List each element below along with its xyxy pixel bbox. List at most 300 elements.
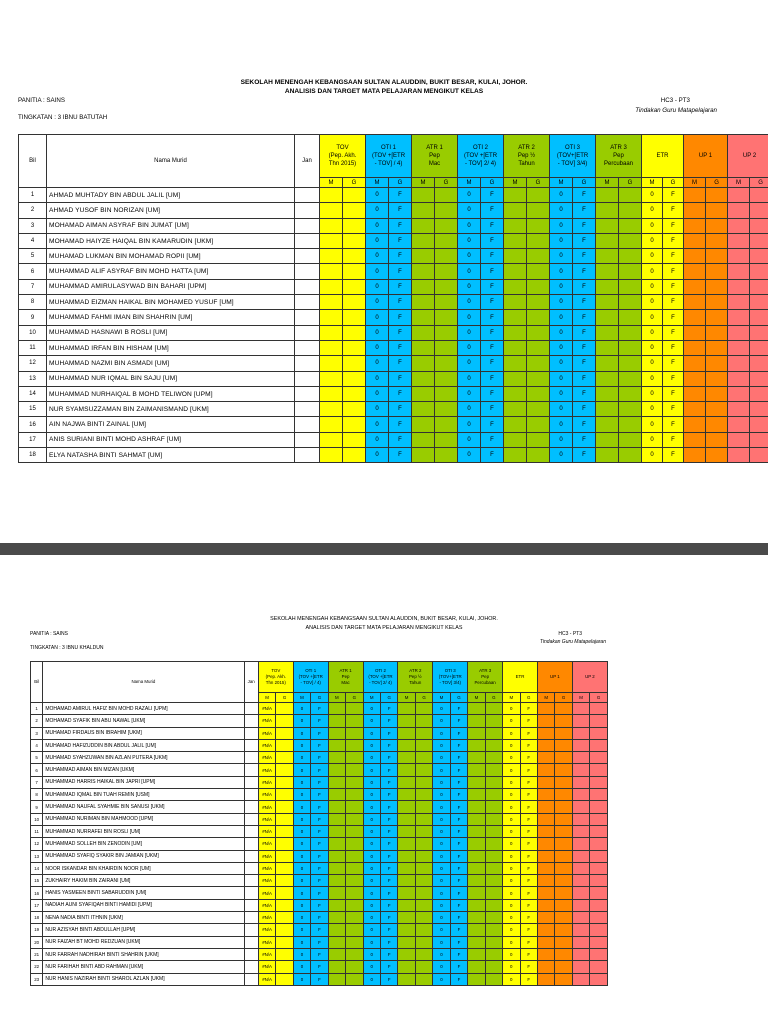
row-jan (295, 448, 320, 463)
atr3-m (468, 948, 485, 960)
atr1-g (346, 813, 363, 825)
up1-g (555, 838, 572, 850)
atr1-g (435, 218, 458, 233)
atr1-g (346, 752, 363, 764)
header-sub-m: M (293, 693, 310, 703)
tov-m (320, 386, 343, 401)
atr3-m (468, 887, 485, 899)
tov-m: #N/A (258, 912, 275, 924)
atr2-m (398, 825, 415, 837)
oti3-g: F (573, 203, 596, 218)
student-name: AHMAD YUSOF BIN NORIZAN [UM] (47, 203, 295, 218)
atr2-g (415, 924, 432, 936)
atr1-g (346, 776, 363, 788)
etr-g: F (663, 233, 684, 248)
etr-g: F (520, 912, 537, 924)
student-name: AHMAD MUHTADY BIN ABDUL JALIL [UM] (47, 188, 295, 203)
oti2-m: 0 (363, 739, 380, 751)
up2-m (572, 703, 589, 715)
oti2-g: F (380, 899, 397, 911)
up2-m (572, 739, 589, 751)
oti3-m: 0 (550, 295, 573, 310)
etr-g: F (663, 448, 684, 463)
atr2-m (398, 924, 415, 936)
table-row (19, 203, 768, 218)
header-sub-g: G (590, 693, 608, 703)
oti3-g: F (450, 739, 467, 751)
header-tov (320, 135, 366, 178)
oti3-m: 0 (550, 264, 573, 279)
table-row (31, 727, 608, 739)
row-bil: 16 (31, 887, 43, 899)
atr2-g (527, 325, 550, 340)
etr-m: 0 (503, 739, 520, 751)
header-sub-m: M (728, 178, 750, 188)
tov-g (343, 203, 366, 218)
up1-m (537, 924, 554, 936)
row-jan (295, 233, 320, 248)
atr2-m (398, 875, 415, 887)
row-jan (295, 264, 320, 279)
etr-m: 0 (642, 218, 663, 233)
analysis-table-2 (30, 661, 608, 986)
table-row (31, 936, 608, 948)
oti3-g: F (450, 912, 467, 924)
atr1-m (328, 739, 345, 751)
atr2-m (504, 356, 527, 371)
tov-m: #N/A (258, 739, 275, 751)
atr2-g (527, 264, 550, 279)
oti2-g: F (380, 739, 397, 751)
oti3-m: 0 (433, 825, 450, 837)
atr2-g (527, 203, 550, 218)
oti2-m: 0 (363, 764, 380, 776)
oti1-m: 0 (366, 233, 389, 248)
tingkatan-label: TINGKATAN : 3 IBNU KHALDUN (30, 645, 104, 651)
student-name: MOHAMAD SYAFIK BIN ABU NAWAL [UKM] (43, 715, 244, 727)
oti1-m: 0 (293, 838, 310, 850)
oti3-g: F (573, 218, 596, 233)
oti1-m: 0 (366, 310, 389, 325)
row-bil: 10 (31, 813, 43, 825)
oti1-m: 0 (366, 295, 389, 310)
row-jan (244, 948, 258, 960)
etr-g: F (520, 948, 537, 960)
row-bil: 3 (31, 727, 43, 739)
oti2-g: F (380, 703, 397, 715)
etr-g: F (520, 801, 537, 813)
header-atr1-line: Pep (341, 674, 350, 680)
atr3-m (468, 912, 485, 924)
oti2-m: 0 (458, 340, 481, 355)
oti3-m: 0 (550, 340, 573, 355)
etr-g: F (663, 295, 684, 310)
oti1-g: F (311, 727, 328, 739)
student-name: ZUKHAIRY HAKIM BIN ZAIRANI [UM] (43, 875, 244, 887)
oti2-g: F (380, 825, 397, 837)
header-sub-m: M (642, 178, 663, 188)
oti2-m: 0 (458, 386, 481, 401)
oti3-g: F (450, 727, 467, 739)
oti2-m: 0 (363, 973, 380, 985)
tov-g (276, 752, 293, 764)
student-name: MOHAMAD AMIRUL HAFIZ BIN MOHD RAZALI [UPM] (43, 703, 244, 715)
atr1-m (328, 899, 345, 911)
header-sub-m: M (503, 693, 520, 703)
oti3-m: 0 (550, 310, 573, 325)
etr-g: F (663, 188, 684, 203)
oti1-m: 0 (366, 432, 389, 447)
up1-g (706, 432, 728, 447)
up2-m (572, 776, 589, 788)
student-name: MUHAMMAD NURIMAN BIN MAHMOOD [UPM] (43, 813, 244, 825)
atr2-g (527, 356, 550, 371)
oti1-m: 0 (293, 936, 310, 948)
oti1-m: 0 (293, 912, 310, 924)
tov-g (343, 432, 366, 447)
etr-m: 0 (503, 703, 520, 715)
row-jan (244, 703, 258, 715)
up1-m (537, 936, 554, 948)
etr-g: F (663, 264, 684, 279)
etr-m: 0 (642, 295, 663, 310)
row-bil: 7 (19, 279, 47, 294)
oti3-m: 0 (433, 875, 450, 887)
header-atr2-line: Pep ½ (409, 674, 422, 680)
oti3-g: F (573, 417, 596, 432)
atr3-g (485, 739, 502, 751)
up2-m (572, 912, 589, 924)
atr1-m (328, 973, 345, 985)
header-oti3-line: (TOV+[ETR (556, 152, 589, 159)
up2-g (590, 961, 608, 973)
row-jan (244, 973, 258, 985)
header-oti3 (433, 662, 468, 693)
up2-g (750, 432, 768, 447)
atr3-g (485, 752, 502, 764)
atr1-g (346, 948, 363, 960)
up1-g (555, 789, 572, 801)
atr3-g (485, 764, 502, 776)
row-bil: 22 (31, 961, 43, 973)
header-atr2 (504, 135, 550, 178)
tov-m (320, 325, 343, 340)
header-oti1 (293, 662, 328, 693)
oti2-m: 0 (458, 402, 481, 417)
atr2-m (398, 739, 415, 751)
atr2-g (415, 789, 432, 801)
atr3-g (619, 233, 642, 248)
oti2-m: 0 (363, 813, 380, 825)
atr3-m (468, 739, 485, 751)
up1-g (555, 739, 572, 751)
oti3-g: F (450, 973, 467, 985)
oti3-g: F (573, 279, 596, 294)
up1-m (684, 432, 706, 447)
atr2-g (415, 801, 432, 813)
oti1-g: F (389, 448, 412, 463)
up1-g (706, 249, 728, 264)
atr1-m (412, 218, 435, 233)
up2-m (572, 838, 589, 850)
oti1-m: 0 (293, 899, 310, 911)
etr-m: 0 (503, 825, 520, 837)
up2-m (572, 727, 589, 739)
tov-m: #N/A (258, 752, 275, 764)
header-atr1 (412, 135, 458, 178)
oti2-m: 0 (363, 776, 380, 788)
oti3-g: F (450, 825, 467, 837)
etr-g: F (520, 850, 537, 862)
tov-m: #N/A (258, 924, 275, 936)
up1-g (706, 279, 728, 294)
etr-m: 0 (503, 752, 520, 764)
report-subtitle: ANALISIS DAN TARGET MATA PELAJARAN MENGIKUT KELAS (305, 625, 463, 631)
row-bil: 6 (19, 264, 47, 279)
atr3-g (619, 448, 642, 463)
oti3-g: F (573, 432, 596, 447)
header-sub-m: M (684, 178, 706, 188)
etr-g: F (520, 752, 537, 764)
row-jan (244, 776, 258, 788)
up2-g (590, 899, 608, 911)
row-bil: 1 (19, 188, 47, 203)
oti1-m: 0 (293, 961, 310, 973)
row-jan (295, 325, 320, 340)
header-etr: ETR (642, 135, 684, 178)
header-atr1-line: Mac (428, 161, 441, 168)
atr3-m (596, 417, 619, 432)
oti3-m: 0 (433, 776, 450, 788)
table-row (31, 752, 608, 764)
header-atr3 (596, 135, 642, 178)
atr3-m (596, 233, 619, 248)
atr1-m (328, 912, 345, 924)
etr-g: F (663, 356, 684, 371)
atr3-g (485, 899, 502, 911)
row-jan (244, 752, 258, 764)
row-jan (295, 295, 320, 310)
atr3-g (485, 789, 502, 801)
atr2-m (504, 386, 527, 401)
oti1-g: F (389, 325, 412, 340)
etr-g: F (663, 218, 684, 233)
atr1-g (435, 386, 458, 401)
oti2-g: F (481, 188, 504, 203)
up1-m (684, 356, 706, 371)
oti1-g: F (311, 862, 328, 874)
tov-g (276, 887, 293, 899)
atr1-m (412, 188, 435, 203)
oti2-m: 0 (458, 325, 481, 340)
student-name: NUR FAIZAH BT MOHD REDZUAN [UKM] (43, 936, 244, 948)
oti3-g: F (573, 310, 596, 325)
atr2-m (504, 249, 527, 264)
oti3-g: F (573, 371, 596, 386)
oti3-g: F (573, 295, 596, 310)
oti1-m: 0 (366, 188, 389, 203)
oti2-g: F (380, 961, 397, 973)
up1-g (555, 875, 572, 887)
report-subtitle: ANALISIS DAN TARGET MATA PELAJARAN MENGIKUT KELAS (284, 88, 484, 95)
etr-g: F (520, 789, 537, 801)
header-sub-g: G (311, 693, 328, 703)
tov-g (276, 912, 293, 924)
etr-m: 0 (642, 310, 663, 325)
up1-g (555, 973, 572, 985)
up2-g (750, 279, 768, 294)
atr3-g (619, 310, 642, 325)
row-bil: 3 (19, 218, 47, 233)
up2-m (728, 249, 750, 264)
atr2-m (398, 961, 415, 973)
oti2-m: 0 (458, 448, 481, 463)
table-row (19, 340, 768, 355)
atr3-m (468, 813, 485, 825)
atr3-g (619, 249, 642, 264)
oti1-g: F (389, 310, 412, 325)
tov-g (343, 249, 366, 264)
atr3-m (468, 838, 485, 850)
analysis-table-1 (18, 134, 768, 463)
up2-g (750, 386, 768, 401)
etr-g: F (520, 862, 537, 874)
header-sub-g: G (389, 178, 412, 188)
atr2-m (398, 727, 415, 739)
tov-g (276, 838, 293, 850)
etr-m: 0 (642, 325, 663, 340)
up2-m (728, 279, 750, 294)
atr1-m (328, 924, 345, 936)
header-sub-g: G (380, 693, 397, 703)
header-sub-m: M (258, 693, 275, 703)
atr2-g (415, 887, 432, 899)
etr-m: 0 (503, 813, 520, 825)
up2-g (590, 739, 608, 751)
etr-m: 0 (503, 948, 520, 960)
header-oti1-line: - TOV] / 4) (374, 161, 403, 168)
oti2-g: F (380, 838, 397, 850)
oti2-g: F (481, 448, 504, 463)
up1-m (684, 295, 706, 310)
atr2-m (398, 813, 415, 825)
atr3-g (619, 295, 642, 310)
atr3-m (468, 825, 485, 837)
atr3-g (619, 279, 642, 294)
up2-m (728, 203, 750, 218)
atr1-m (328, 801, 345, 813)
atr1-g (435, 448, 458, 463)
form-code: HC3 - PT3 (660, 97, 690, 104)
etr-g: F (520, 739, 537, 751)
up2-m (728, 356, 750, 371)
table-row (31, 789, 608, 801)
oti1-g: F (311, 924, 328, 936)
tov-m: #N/A (258, 961, 275, 973)
atr3-m (468, 764, 485, 776)
row-bil: 14 (31, 862, 43, 874)
up1-g (706, 188, 728, 203)
oti3-m: 0 (550, 432, 573, 447)
header-sub-g: G (619, 178, 642, 188)
row-jan (295, 417, 320, 432)
atr1-g (346, 764, 363, 776)
oti1-g: F (389, 264, 412, 279)
oti1-g: F (389, 340, 412, 355)
oti2-g: F (380, 912, 397, 924)
row-jan (244, 789, 258, 801)
etr-m: 0 (503, 887, 520, 899)
oti3-m: 0 (550, 386, 573, 401)
tov-m (320, 218, 343, 233)
up1-m (537, 948, 554, 960)
tov-g (343, 402, 366, 417)
oti2-m: 0 (458, 295, 481, 310)
atr1-g (346, 887, 363, 899)
header-up2: UP 2 (728, 135, 768, 178)
up1-g (555, 776, 572, 788)
up2-m (728, 295, 750, 310)
tov-m (320, 402, 343, 417)
table-row (19, 325, 768, 340)
etr-g: F (520, 813, 537, 825)
row-bil: 5 (31, 752, 43, 764)
header-sub-m: M (412, 178, 435, 188)
atr1-g (346, 924, 363, 936)
oti2-m: 0 (458, 310, 481, 325)
oti1-m: 0 (293, 752, 310, 764)
atr1-m (412, 356, 435, 371)
table-row (31, 924, 608, 936)
oti3-g: F (450, 801, 467, 813)
row-jan (295, 402, 320, 417)
etr-m: 0 (503, 789, 520, 801)
up1-g (706, 402, 728, 417)
up2-m (728, 218, 750, 233)
oti3-g: F (450, 875, 467, 887)
oti2-m: 0 (458, 371, 481, 386)
oti1-g: F (311, 912, 328, 924)
etr-g: F (520, 875, 537, 887)
header-bil: Bil (31, 662, 43, 703)
etr-g: F (520, 961, 537, 973)
up2-g (750, 295, 768, 310)
etr-m: 0 (642, 188, 663, 203)
student-name: MUHAMMAD IRFAN BIN HISHAM [UM] (47, 340, 295, 355)
atr3-g (619, 386, 642, 401)
student-name: ANIS SURIANI BINTI MOHD ASHRAF [UM] (47, 432, 295, 447)
header-nama-murid: Nama Murid (43, 662, 244, 703)
row-bil: 20 (31, 936, 43, 948)
atr3-m (468, 973, 485, 985)
header-oti1 (366, 135, 412, 178)
up2-g (750, 417, 768, 432)
oti2-m: 0 (458, 188, 481, 203)
row-bil: 16 (19, 417, 47, 432)
oti2-g: F (380, 948, 397, 960)
tov-g (343, 264, 366, 279)
student-name: MUHAMMAD EIZMAN HAIKAL BIN MOHAMED YUSUF [UM] (47, 295, 295, 310)
atr1-m (412, 279, 435, 294)
tov-g (276, 825, 293, 837)
up2-g (590, 912, 608, 924)
table-row (31, 875, 608, 887)
student-name: MOHAMAD HAIYZE HAIQAL BIN KAMARUDIN [UKM] (47, 233, 295, 248)
header-atr2 (398, 662, 433, 693)
up2-g (590, 703, 608, 715)
row-jan (244, 764, 258, 776)
etr-m: 0 (642, 340, 663, 355)
